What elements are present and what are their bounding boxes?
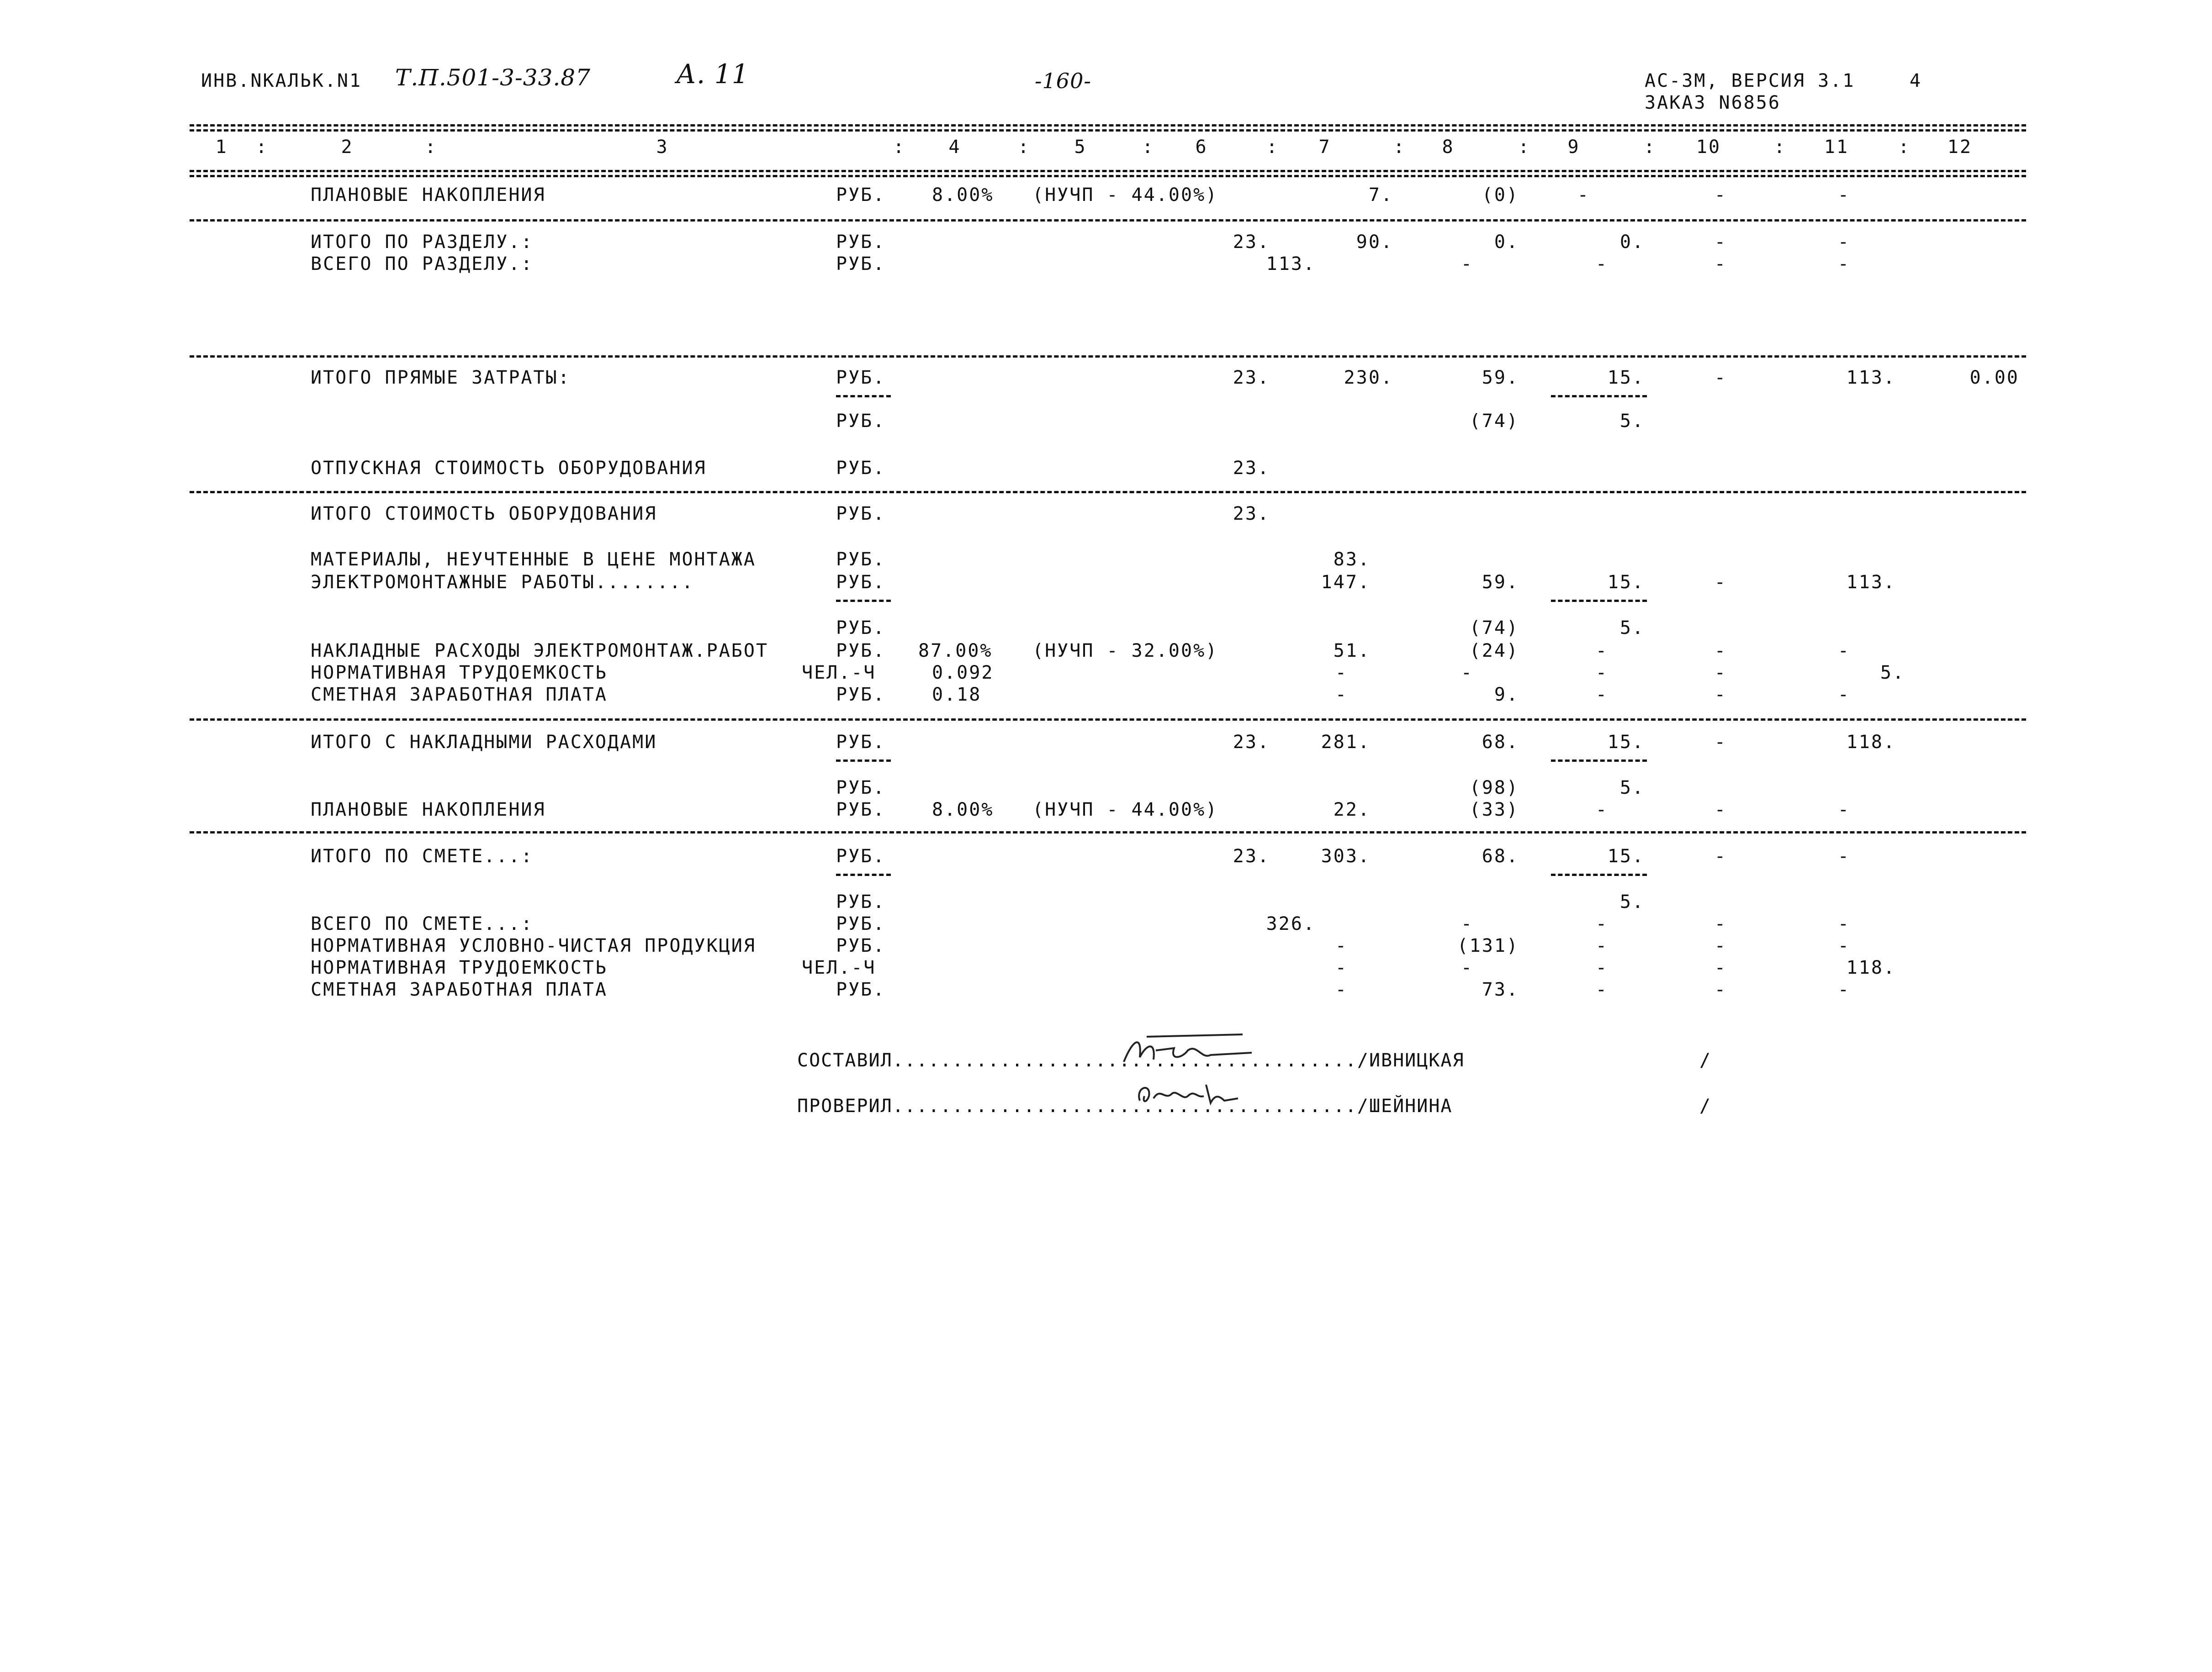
cell-col8: 73. [1482, 979, 1519, 1000]
unit-underline [836, 874, 891, 876]
cell-col10: - [1714, 640, 1727, 661]
cell-col7: - [1335, 684, 1348, 705]
cell-col11: - [1837, 799, 1850, 820]
cell-col9: - [1595, 662, 1608, 683]
cell-col10: - [1714, 253, 1727, 274]
separator-line [190, 355, 2026, 358]
header-version-number: 4 [1910, 70, 1922, 91]
checked-by-line: ПРОВЕРИЛ......................................./ШЕЙНИНА [797, 1096, 1453, 1117]
row-unit: ЧЕЛ.-Ч [802, 957, 876, 978]
column-header-3: 3 [656, 137, 669, 158]
cell-col11: - [1837, 253, 1850, 274]
cell-col9: 15. [1607, 732, 1645, 753]
header-order: ЗАКАЗ N6856 [1645, 92, 1781, 113]
cell-col9: 15. [1607, 846, 1645, 867]
cell-col8: - [1461, 253, 1473, 274]
cell-underline [1551, 600, 1647, 602]
row-label: ВСЕГО ПО РАЗДЕЛУ.: [311, 253, 534, 274]
checked-by-slash: / [1699, 1096, 1712, 1117]
row-unit: РУБ. [836, 411, 886, 432]
column-header-11: 11 [1824, 137, 1849, 158]
cell-col8: (24) [1469, 640, 1519, 661]
row-unit: РУБ. [836, 458, 886, 479]
column-separator: : [1774, 137, 1787, 158]
row-unit: ЧЕЛ.-Ч [802, 662, 876, 683]
column-separator: : [893, 137, 906, 158]
compiled-by-line: СОСТАВИЛ......................................./ИВНИЦКАЯ [797, 1050, 1465, 1071]
cell-col9: 15. [1607, 572, 1645, 593]
row-rate: 8.00% [932, 799, 994, 820]
unit-underline [836, 760, 891, 762]
cell-col10: - [1714, 367, 1727, 388]
cell-col12: 0.00 [1969, 367, 2019, 388]
row-unit: РУБ. [836, 367, 886, 388]
cell-col11: - [1837, 913, 1850, 934]
column-separator: : [1266, 137, 1279, 158]
cell-col9: - [1595, 979, 1608, 1000]
row-unit: РУБ. [836, 913, 886, 934]
unit-underline [836, 395, 891, 397]
cell-col7: 303. [1321, 846, 1371, 867]
row-unit: РУБ. [836, 640, 886, 661]
cell-col7: 90. [1356, 232, 1393, 253]
header-version: АС-3М, ВЕРСИЯ 3.1 [1645, 70, 1855, 91]
cell-col10: - [1714, 684, 1727, 705]
cell-col7: 147. [1321, 572, 1371, 593]
unit-underline [836, 600, 891, 602]
column-header-9: 9 [1567, 137, 1580, 158]
row-label: ОТПУСКНАЯ СТОИМОСТЬ ОБОРУДОВАНИЯ [311, 458, 707, 479]
cell-col7: 281. [1321, 732, 1371, 753]
cell-col8: (131) [1457, 935, 1519, 956]
cell-col11: 113. [1846, 572, 1896, 593]
cell-col10: - [1714, 662, 1727, 683]
row-base-rate: (НУЧП - 32.00%) [1032, 640, 1218, 661]
cell-col9: - [1595, 684, 1608, 705]
column-separator: : [1018, 137, 1031, 158]
cell-underline [1551, 874, 1647, 876]
checked-signature-image [1133, 1076, 1252, 1112]
row-label: НОРМАТИВНАЯ УСЛОВНО-ЧИСТАЯ ПРОДУКЦИЯ [311, 935, 756, 956]
cell-col11: - [1837, 684, 1850, 705]
column-header-2: 2 [341, 137, 354, 158]
row-unit: РУБ. [836, 846, 886, 867]
cell-col9: 5. [1619, 617, 1645, 638]
row-label: ИТОГО СТОИМОСТЬ ОБОРУДОВАНИЯ [311, 503, 657, 524]
header-sheet-number: А. 11 [676, 58, 749, 90]
column-header-10: 10 [1696, 137, 1721, 158]
cell-col6: 23. [1233, 367, 1270, 388]
cell-col8: - [1461, 913, 1473, 934]
cell-col11: - [1837, 979, 1850, 1000]
cell-col8: 68. [1482, 732, 1519, 753]
cell-col7: - [1335, 979, 1348, 1000]
cell-col8: 59. [1482, 367, 1519, 388]
row-rate: 8.00% [932, 185, 994, 206]
cell-col6: 326. [1266, 913, 1316, 934]
separator-line [190, 175, 2026, 177]
cell-col8: 0. [1494, 232, 1519, 253]
cell-col11: - [1837, 232, 1850, 253]
row-unit: РУБ. [836, 232, 886, 253]
column-separator: : [1142, 137, 1155, 158]
cell-col9: - [1595, 799, 1608, 820]
cell-col11: 113. [1846, 367, 1896, 388]
cell-col10: - [1714, 732, 1727, 753]
cell-col11: - [1837, 935, 1850, 956]
cell-col7: 83. [1333, 549, 1371, 570]
separator-line [190, 129, 2026, 132]
column-header-8: 8 [1442, 137, 1455, 158]
cell-col9: 5. [1619, 891, 1645, 912]
row-unit: РУБ. [836, 617, 886, 638]
cell-col8: - [1461, 957, 1473, 978]
row-unit: РУБ. [836, 253, 886, 274]
cell-col10: - [1714, 957, 1727, 978]
column-header-6: 6 [1195, 137, 1208, 158]
row-label: ИТОГО ПО СМЕТЕ...: [311, 846, 534, 867]
cell-col9: 5. [1619, 411, 1645, 432]
row-rate: 0.092 [932, 662, 994, 683]
row-base-rate: (НУЧП - 44.00%) [1032, 185, 1218, 206]
cell-col6: 23. [1233, 846, 1270, 867]
compiled-signature-image [1119, 1030, 1256, 1071]
cell-col10: - [1714, 846, 1727, 867]
cell-col9: - [1577, 185, 1590, 206]
column-separator: : [1644, 137, 1656, 158]
row-unit: РУБ. [836, 799, 886, 820]
row-label: ВСЕГО ПО СМЕТЕ...: [311, 913, 534, 934]
row-unit: РУБ. [836, 684, 886, 705]
cell-col8: 68. [1482, 846, 1519, 867]
row-label: НОРМАТИВНАЯ ТРУДОЕМКОСТЬ [311, 957, 608, 978]
cell-col7: - [1335, 662, 1348, 683]
separator-line [190, 491, 2026, 493]
cell-col6: 23. [1233, 458, 1270, 479]
separator-line [190, 124, 2026, 127]
row-base-rate: (НУЧП - 44.00%) [1032, 799, 1218, 820]
cell-col9: 0. [1619, 232, 1645, 253]
cell-col10: - [1714, 232, 1727, 253]
compiled-by-slash: / [1699, 1050, 1712, 1071]
row-label: ПЛАНОВЫЕ НАКОПЛЕНИЯ [311, 185, 546, 206]
row-unit: РУБ. [836, 935, 886, 956]
row-label: ЭЛЕКТРОМОНТАЖНЫЕ РАБОТЫ........ [311, 572, 694, 593]
cell-col10: - [1714, 572, 1727, 593]
cell-col9: 15. [1607, 367, 1645, 388]
cell-col9: - [1595, 913, 1608, 934]
row-unit: РУБ. [836, 732, 886, 753]
cell-col8: (74) [1469, 411, 1519, 432]
cell-col7: 230. [1344, 367, 1393, 388]
cell-col8: 59. [1482, 572, 1519, 593]
separator-line [190, 831, 2026, 833]
cell-col9: - [1595, 253, 1608, 274]
column-separator: : [1898, 137, 1911, 158]
cell-col6: 23. [1233, 232, 1270, 253]
column-header-7: 7 [1318, 137, 1331, 158]
row-unit: РУБ. [836, 891, 886, 912]
cell-col10: - [1714, 935, 1727, 956]
cell-col6: 23. [1233, 732, 1270, 753]
row-unit: РУБ. [836, 549, 886, 570]
cell-col11: - [1837, 185, 1850, 206]
cell-col11: 5. [1880, 662, 1905, 683]
column-separator: : [1393, 137, 1406, 158]
cell-col7: - [1335, 957, 1348, 978]
header-project-number: Т.П.501-3-33.87 [395, 64, 591, 91]
cell-col6: 23. [1233, 503, 1270, 524]
row-label: СМЕТНАЯ ЗАРАБОТНАЯ ПЛАТА [311, 684, 608, 705]
cell-underline [1551, 760, 1647, 762]
column-header-5: 5 [1074, 137, 1087, 158]
cell-col11: 118. [1846, 957, 1896, 978]
cell-col8: (0) [1482, 185, 1519, 206]
row-label: НОРМАТИВНАЯ ТРУДОЕМКОСТЬ [311, 662, 608, 683]
page-number: -160- [1035, 69, 1091, 93]
cell-col7: 22. [1333, 799, 1371, 820]
cell-col9: - [1595, 935, 1608, 956]
separator-line [190, 219, 2026, 222]
cell-col10: - [1714, 185, 1727, 206]
row-unit: РУБ. [836, 572, 886, 593]
cell-underline [1551, 395, 1647, 397]
cell-col7: - [1335, 935, 1348, 956]
row-unit: РУБ. [836, 185, 886, 206]
row-unit: РУБ. [836, 503, 886, 524]
row-rate: 87.00% [918, 640, 993, 661]
row-unit: РУБ. [836, 777, 886, 798]
cell-col9: 5. [1619, 777, 1645, 798]
cell-col8: 9. [1494, 684, 1519, 705]
column-separator: : [425, 137, 438, 158]
cell-col8: (74) [1469, 617, 1519, 638]
separator-line [190, 170, 2026, 172]
cell-col7: 51. [1333, 640, 1371, 661]
header-inventory-label: ИНВ.NКАЛЬК.N1 [201, 70, 362, 91]
cell-col11: - [1837, 640, 1850, 661]
row-label: ИТОГО С НАКЛАДНЫМИ РАСХОДАМИ [311, 732, 657, 753]
column-separator: : [1518, 137, 1531, 158]
cell-col8: - [1461, 662, 1473, 683]
cell-col9: - [1595, 640, 1608, 661]
cell-col10: - [1714, 913, 1727, 934]
row-label: СМЕТНАЯ ЗАРАБОТНАЯ ПЛАТА [311, 979, 608, 1000]
column-header-4: 4 [948, 137, 961, 158]
cell-col6: 113. [1266, 253, 1316, 274]
column-header-1: 1 [215, 137, 228, 158]
row-label: МАТЕРИАЛЫ, НЕУЧТЕННЫЕ В ЦЕНЕ МОНТАЖА [311, 549, 756, 570]
cell-col10: - [1714, 799, 1727, 820]
cell-col7: 7. [1368, 185, 1393, 206]
cell-col9: - [1595, 957, 1608, 978]
row-unit: РУБ. [836, 979, 886, 1000]
cell-col8: (98) [1469, 777, 1519, 798]
cell-col11: 118. [1846, 732, 1896, 753]
cell-col8: (33) [1469, 799, 1519, 820]
row-label: ПЛАНОВЫЕ НАКОПЛЕНИЯ [311, 799, 546, 820]
row-rate: 0.18 [932, 684, 982, 705]
column-separator: : [256, 137, 269, 158]
row-label: ИТОГО ПРЯМЫЕ ЗАТРАТЫ: [311, 367, 571, 388]
row-label: НАКЛАДНЫЕ РАСХОДЫ ЭЛЕКТРОМОНТАЖ.РАБОТ [311, 640, 769, 661]
cell-col11: - [1837, 846, 1850, 867]
row-label: ИТОГО ПО РАЗДЕЛУ.: [311, 232, 534, 253]
separator-line [190, 718, 2026, 721]
column-header-12: 12 [1947, 137, 1973, 158]
cell-col10: - [1714, 979, 1727, 1000]
